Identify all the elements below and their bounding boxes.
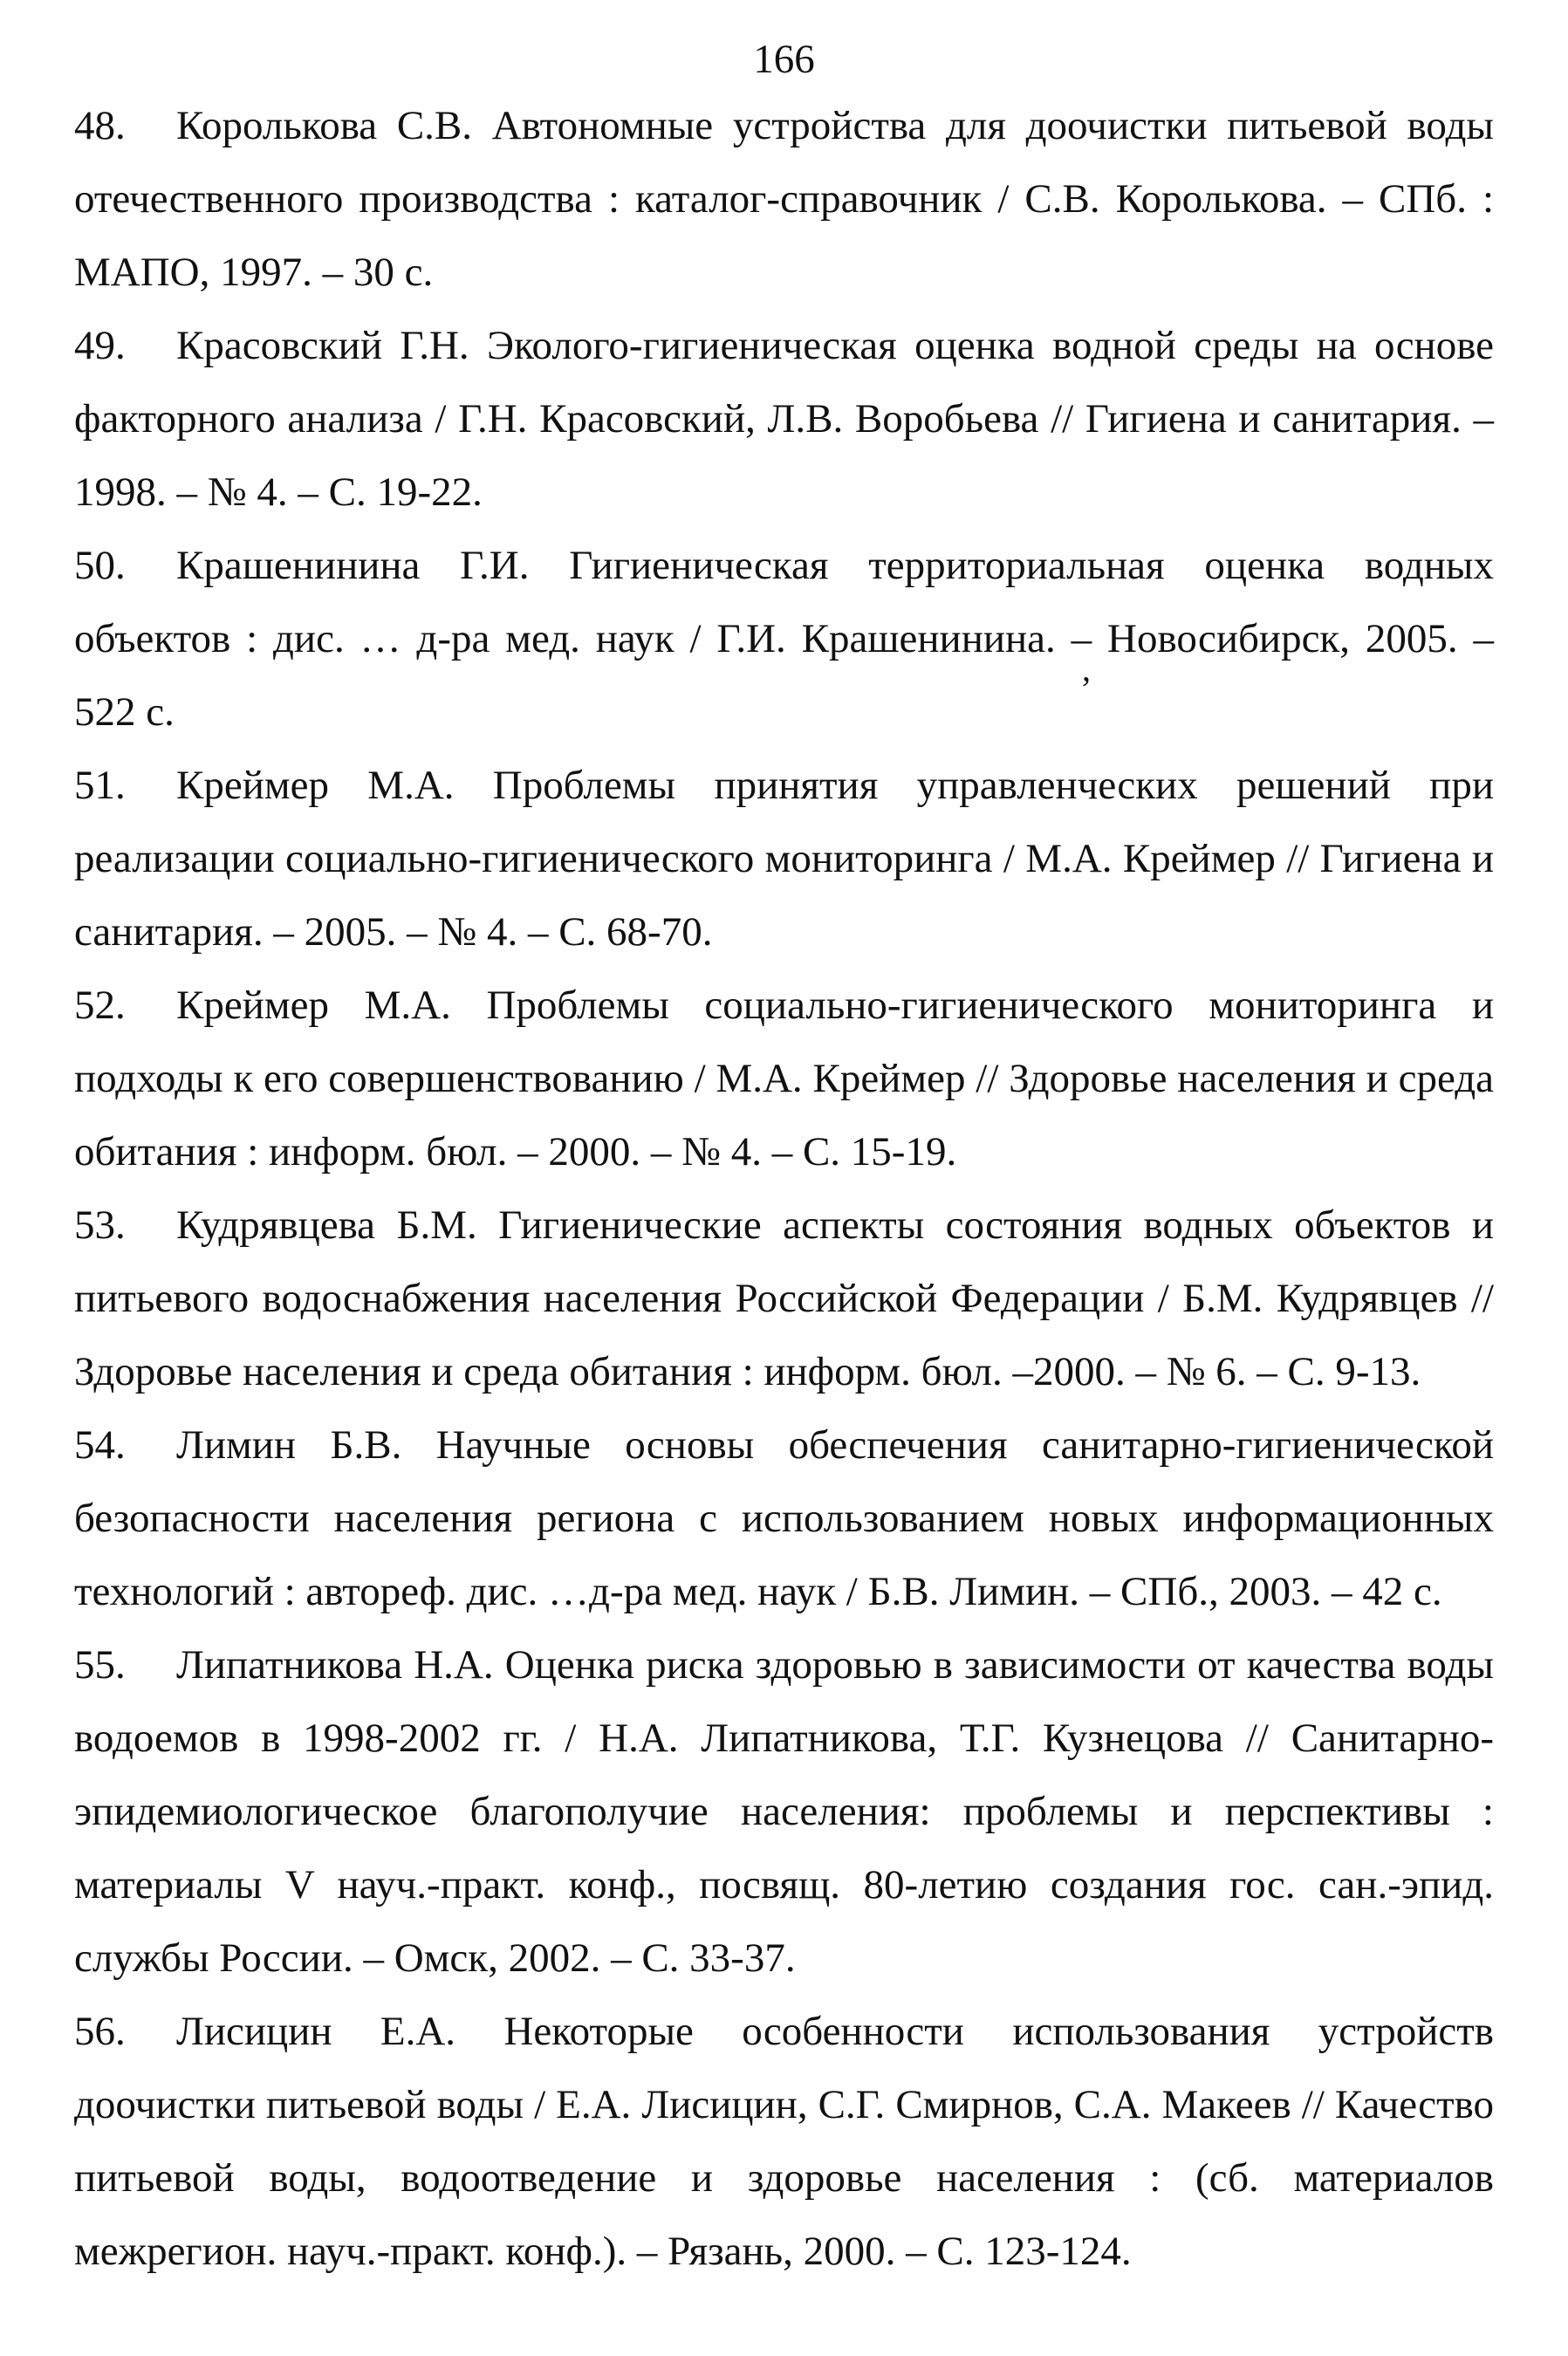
reference-text: Королькова С.В. Автономные устройства для доочистки питьевой воды отечественного производства : каталог-справочник / С.В. Королькова. – СПб. : МАПО, 1997. – 30 с. xyxy=(74,103,1494,295)
reference-number: 55. xyxy=(74,1642,126,1688)
reference-number: 53. xyxy=(74,1202,126,1248)
reference-item xyxy=(74,309,1494,529)
reference-number: 56. xyxy=(74,2009,126,2054)
reference-item xyxy=(74,529,1494,749)
reference-list xyxy=(74,89,1494,2288)
reference-item xyxy=(74,89,1494,309)
reference-item xyxy=(74,1628,1494,1995)
reference-item xyxy=(74,1408,1494,1628)
reference-text: Креймер М.А. Проблемы принятия управленческих решений при реализации социально-гигиенического мониторинга / М.А. Креймер // Гигиена и санитария. – 2005. – № 4. – С. 68-70. xyxy=(74,763,1494,955)
reference-text: Креймер М.А. Проблемы социально-гигиенического мониторинга и подходы к его совершенствованию / М.А. Креймер // Здоровье населения и среда обитания : информ. бюл. – 2000. – № 4. – С. 15-19. xyxy=(74,983,1494,1175)
reference-text: Липатникова Н.А. Оценка риска здоровью в зависимости от качества воды водоемов в 1998-2002 гг. / Н.А. Липатникова, Т.Г. Кузнецова // Санитарно-эпидемиологическое благополучие населения: проблемы и перспективы : материалы V науч.-практ. конф., посвящ. 80-летию создания гос. сан.-эпид. службы России. – Омск, 2002. – С. 33-37. xyxy=(74,1642,1494,1981)
reference-number: 50. xyxy=(74,543,126,588)
reference-text: Лимин Б.В. Научные основы обеспечения санитарно-гигиенической безопасности населения региона с использованием новых информационных технологий : автореф. дис. …д-ра мед. наук / Б.В. Лимин. – СПб., 2003. – 42 с. xyxy=(74,1422,1494,1614)
reference-number: 48. xyxy=(74,103,126,148)
reference-text: Красовский Г.Н. Эколого-гигиеническая оценка водной среды на основе факторного анализа / Г.Н. Красовский, Л.В. Воробьева // Гигиена и санитария. – 1998. – № 4. – С. 19-22. xyxy=(74,323,1494,515)
reference-item xyxy=(74,1995,1494,2288)
reference-number: 49. xyxy=(74,323,126,368)
reference-text: Кудрявцева Б.М. Гигиенические аспекты состояния водных объектов и питьевого водоснабжения населения Российской Федерации / Б.М. Кудрявцев // Здоровье населения и среда обитания : информ. бюл. –2000. – № 6. – С. 9-13. xyxy=(74,1202,1494,1394)
reference-number: 52. xyxy=(74,983,126,1028)
reference-item xyxy=(74,1188,1494,1408)
reference-text: Лисицин Е.А. Некоторые особенности использования устройств доочистки питьевой воды / Е.А. Лисицин, С.Г. Смирнов, С.А. Макеев // Качество питьевой воды, водоотведение и здоровье населения : (сб. материалов межрегион. науч.-практ. конф.). – Рязань, 2000. – С. 123-124. xyxy=(74,2009,1494,2274)
reference-item xyxy=(74,749,1494,969)
reference-number: 51. xyxy=(74,763,126,808)
reference-item xyxy=(74,969,1494,1188)
scan-speck-mark: ʼ xyxy=(1080,669,1092,709)
page-number: 166 xyxy=(753,37,815,82)
reference-text: Крашенинина Г.И. Гигиеническая территориальная оценка водных объектов : дис. … д-ра мед. наук / Г.И. Крашенинина. – Новосибирск, 2005. – 522 с. xyxy=(74,543,1494,735)
reference-number: 54. xyxy=(74,1422,126,1468)
